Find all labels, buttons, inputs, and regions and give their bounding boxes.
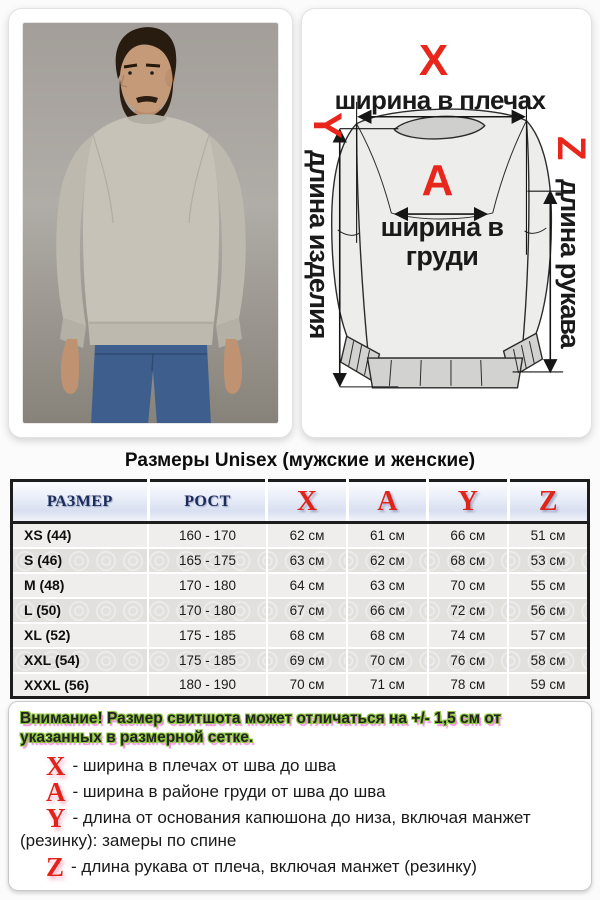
z-cell: 51 см [508, 523, 588, 548]
page-title: Размеры Unisex (мужские и женские) [124, 450, 476, 471]
notes-card [8, 701, 592, 891]
x-cell: 63 см [267, 548, 347, 573]
height-cell: 170 - 180 [148, 573, 267, 598]
table-header-row [12, 481, 589, 523]
a-cell: 71 см [347, 673, 427, 698]
diagram-letter-x: X [418, 36, 449, 85]
table-row [12, 523, 589, 548]
y-cell: 72 см [428, 598, 508, 623]
a-cell: 70 см [347, 648, 427, 673]
height-cell: 170 - 180 [148, 598, 267, 623]
diagram-label-sleeve-length: длина рукава [555, 179, 585, 348]
diagram-label-chest-width-text: ширина в груди [380, 212, 504, 272]
y-cell: 66 см [428, 523, 508, 548]
model-photo-frame [22, 22, 279, 424]
a-cell: 61 см [347, 523, 427, 548]
size-cell: L (50) [12, 598, 149, 623]
diagram-letter-a: A [421, 156, 454, 205]
size-cell: M (48) [12, 573, 149, 598]
size-cell: XXXL (56) [12, 673, 149, 698]
x-cell: 70 см [267, 673, 347, 698]
y-cell: 76 см [428, 648, 508, 673]
legend-letter-z: Z [46, 851, 65, 882]
y-cell: 78 см [428, 673, 508, 698]
table-row [12, 673, 589, 698]
height-cell: 175 - 185 [148, 623, 267, 648]
height-cell: 180 - 190 [148, 673, 267, 698]
y-cell: 70 см [428, 573, 508, 598]
legend-letter-y: Y [46, 802, 66, 833]
legend-letter-a: A [46, 776, 66, 807]
top-row [0, 0, 600, 438]
legend-item-z [20, 851, 568, 882]
size-cell: XXL (54) [12, 648, 149, 673]
a-cell: 66 см [347, 598, 427, 623]
z-cell: 57 см [508, 623, 588, 648]
legend-letter-x: X [46, 750, 66, 781]
table-row [12, 598, 589, 623]
x-cell: 67 см [267, 598, 347, 623]
x-cell: 64 см [267, 573, 347, 598]
table-row [12, 623, 589, 648]
a-cell: 63 см [347, 573, 427, 598]
column-header-height: РОСТ [148, 481, 267, 523]
y-cell: 74 см [428, 623, 508, 648]
z-cell: 58 см [508, 648, 588, 673]
model-photo [23, 23, 279, 424]
legend-item-a [20, 776, 568, 807]
legend-text-x: - ширина в плечах от шва до шва [72, 755, 337, 775]
warning-text: Внимание! Размер свитшота может отличаться на +/- 1,5 см от указанных в размерной сетке. [20, 710, 502, 747]
height-cell: 160 - 170 [148, 523, 267, 548]
size-cell: S (46) [12, 548, 149, 573]
column-header-y: Y [428, 481, 508, 523]
z-cell: 59 см [508, 673, 588, 698]
legend-text-z: - длина рукава от плеча, включая манжет (резинку) [71, 856, 477, 876]
diagram-letter-z: Z [549, 136, 593, 161]
legend-text-y: - длина от основания капюшона до низа, включая манжет (резинку): замеры по спине [20, 807, 531, 850]
a-cell: 68 см [347, 623, 427, 648]
x-cell: 69 см [267, 648, 347, 673]
table-row [12, 573, 589, 598]
column-header-z: Z [508, 481, 588, 523]
x-cell: 62 см [267, 523, 347, 548]
size-chart-table [10, 479, 590, 699]
legend-item-y [20, 802, 568, 852]
z-cell: 56 см [508, 598, 588, 623]
diagram-letter-y: Y [305, 112, 349, 139]
diagram-label-chest-width [302, 213, 582, 271]
column-header-size: РАЗМЕР [12, 481, 149, 523]
size-cell: XL (52) [12, 623, 149, 648]
a-cell: 62 см [347, 548, 427, 573]
height-cell: 175 - 185 [148, 648, 267, 673]
x-cell: 68 см [267, 623, 347, 648]
diagram-label-shoulder-width: ширина в плечах [334, 85, 546, 115]
table-row [12, 548, 589, 573]
z-cell: 53 см [508, 548, 588, 573]
measurement-diagram-card [301, 8, 592, 438]
diagram-label-garment-length: длина изделия [304, 150, 334, 339]
column-header-a: A [347, 481, 427, 523]
table-row [12, 648, 589, 673]
model-photo-card [8, 8, 293, 438]
legend-item-x [20, 750, 568, 781]
legend-text-a: - ширина в районе груди от шва до шва [72, 781, 386, 801]
column-header-x: X [267, 481, 347, 523]
height-cell: 165 - 175 [148, 548, 267, 573]
size-cell: XS (44) [12, 523, 149, 548]
y-cell: 68 см [428, 548, 508, 573]
z-cell: 55 см [508, 573, 588, 598]
